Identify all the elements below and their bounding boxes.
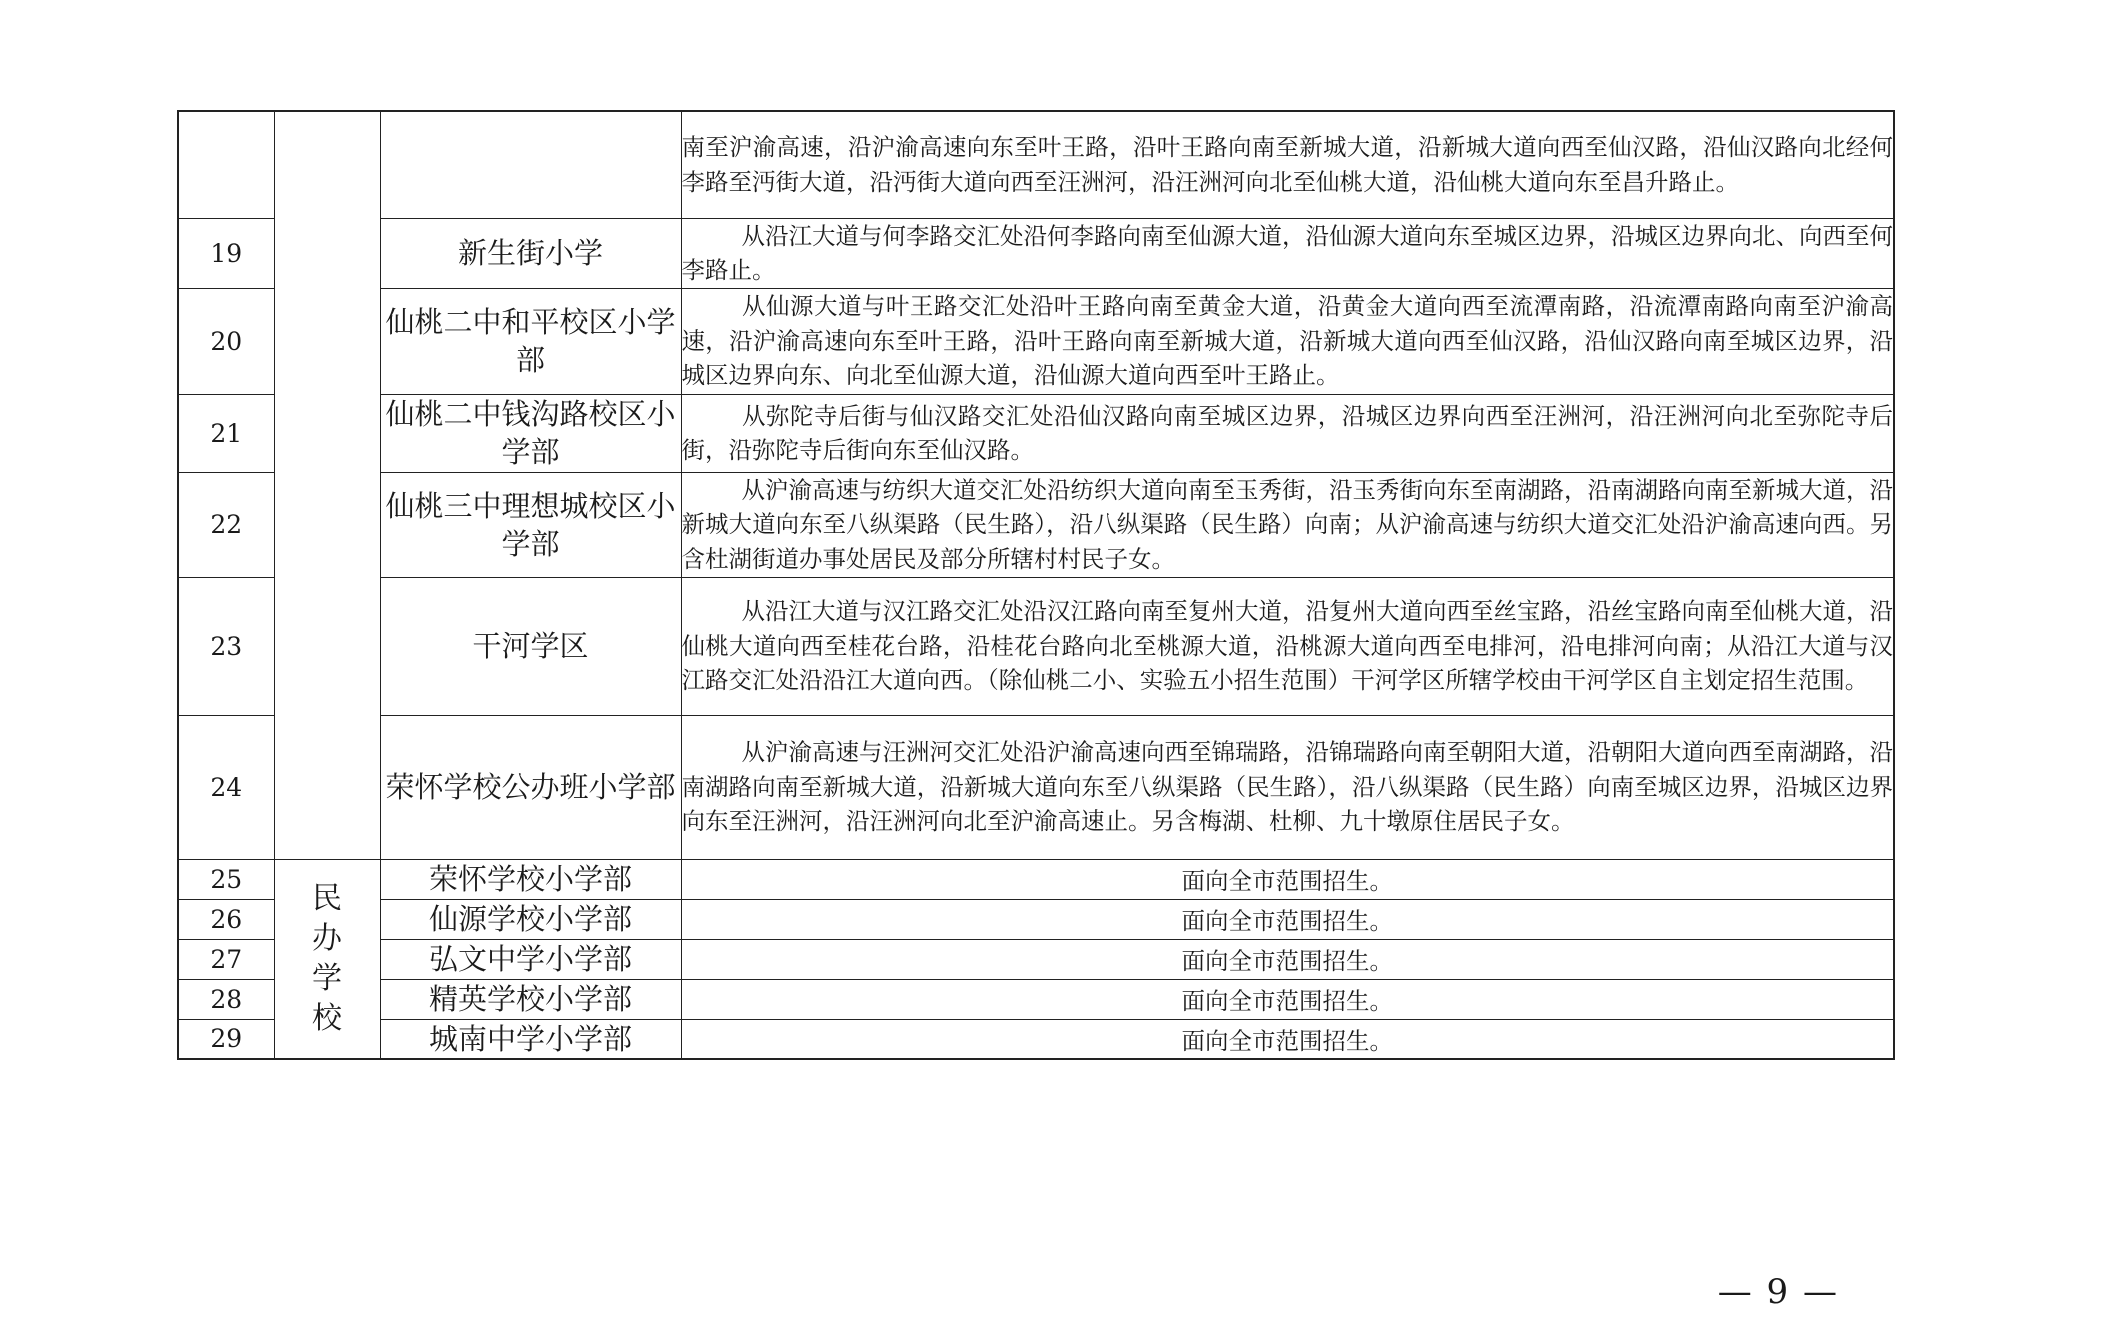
table-row [178,979,1894,1019]
row-number: 19 [178,218,274,288]
row-number: 21 [178,394,274,472]
table-row [178,577,1894,715]
zone-description: 从沿江大道与汉江路交汇处沿汉江路向南至复州大道，沿复州大道向西至丝宝路，沿丝宝路向南至仙桃大道，沿仙桃大道向西至桂花台路，沿桂花台路向北至桃源大道，沿桃源大道向西至电排河，沿电排河向南；从沿江大道与汉江路交汇处沿沿江大道向西。（除仙桃二小、实验五小招生范围）干河学区所辖学校由干河学区自主划定招生范围。 [681,577,1894,715]
school-name: 荣怀学校公办班小学部 [380,715,681,859]
table-row [178,1019,1894,1059]
zone-description: 从沪渝高速与纺织大道交汇处沿纺织大道向南至玉秀街，沿玉秀街向东至南湖路，沿南湖路向南至新城大道，沿新城大道向东至八纵渠路（民生路），沿八纵渠路（民生路）向南；从沪渝高速与纺织大道交汇处沿沪渝高速向西。另含杜湖街道办事处居民及部分所辖村村民子女。 [681,472,1894,577]
row-number: 28 [178,979,274,1019]
table-row [178,939,1894,979]
school-name: 弘文中学小学部 [380,939,681,979]
row-number: 20 [178,288,274,394]
table-row [178,288,1894,394]
zone-description: 面向全市范围招生。 [681,859,1894,899]
school-name: 新生街小学 [380,218,681,288]
school-name: 精英学校小学部 [380,979,681,1019]
row-number: 23 [178,577,274,715]
zone-description: 面向全市范围招生。 [681,899,1894,939]
enrollment-zone-table [177,110,1895,1060]
row-number: 22 [178,472,274,577]
table-row [178,715,1894,859]
school-name: 仙桃二中钱沟路校区小学部 [380,394,681,472]
school-name: 仙源学校小学部 [380,899,681,939]
table-row [178,859,1894,899]
zone-description: 从沿江大道与何李路交汇处沿何李路向南至仙源大道，沿仙源大道向东至城区边界，沿城区边界向北、向西至何李路止。 [681,218,1894,288]
school-name: 荣怀学校小学部 [380,859,681,899]
table-row [178,899,1894,939]
table-row [178,394,1894,472]
row-number: 26 [178,899,274,939]
private-school-category: 民 办 学 校 [274,859,380,1059]
page-number: — 9 — [1717,1272,1839,1312]
row-number: 29 [178,1019,274,1059]
zone-description: 南至沪渝高速，沿沪渝高速向东至叶王路，沿叶王路向南至新城大道，沿新城大道向西至仙汉路，沿仙汉路向北经何李路至沔街大道，沿沔街大道向西至汪洲河，沿汪洲河向北至仙桃大道，沿仙桃大道向东至昌升路止。 [681,111,1894,218]
school-name-cell [380,111,681,218]
row-number-cell [178,111,274,218]
public-category-cell [274,111,380,859]
row-number: 25 [178,859,274,899]
table-row [178,111,1894,218]
zone-description: 从沪渝高速与汪洲河交汇处沿沪渝高速向西至锦瑞路，沿锦瑞路向南至朝阳大道，沿朝阳大道向西至南湖路，沿南湖路向南至新城大道，沿新城大道向东至八纵渠路（民生路），沿八纵渠路（民生路）向南至城区边界，沿城区边界向东至汪洲河，沿汪洲河向北至沪渝高速止。另含梅湖、杜柳、九十墩原住居民子女。 [681,715,1894,859]
zone-description: 面向全市范围招生。 [681,979,1894,1019]
zone-description: 面向全市范围招生。 [681,1019,1894,1059]
table-row [178,472,1894,577]
zone-description: 从仙源大道与叶王路交汇处沿叶王路向南至黄金大道，沿黄金大道向西至流潭南路，沿流潭南路向南至沪渝高速，沿沪渝高速向东至叶王路，沿叶王路向南至新城大道，沿新城大道向西至仙汉路，沿仙汉路向南至城区边界，沿城区边界向东、向北至仙源大道，沿仙源大道向西至叶王路止。 [681,288,1894,394]
school-name: 城南中学小学部 [380,1019,681,1059]
zone-description: 面向全市范围招生。 [681,939,1894,979]
row-number: 24 [178,715,274,859]
zone-description: 从弥陀寺后街与仙汉路交汇处沿仙汉路向南至城区边界，沿城区边界向西至汪洲河，沿汪洲河向北至弥陀寺后街，沿弥陀寺后街向东至仙汉路。 [681,394,1894,472]
table-row [178,218,1894,288]
school-name: 干河学区 [380,577,681,715]
school-name: 仙桃三中理想城校区小学部 [380,472,681,577]
school-name: 仙桃二中和平校区小学部 [380,288,681,394]
row-number: 27 [178,939,274,979]
